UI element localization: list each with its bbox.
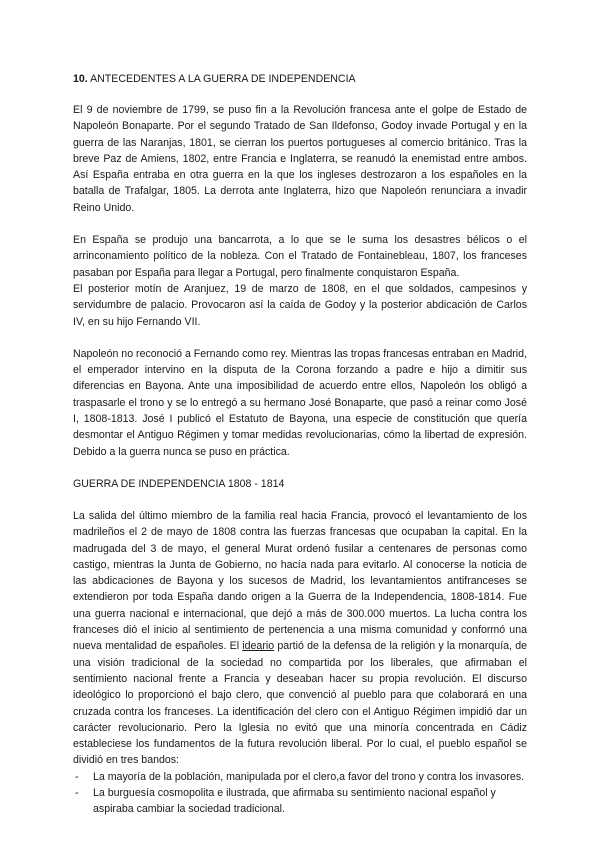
document-body [73, 71, 527, 818]
list-dash: - [75, 770, 79, 783]
section-heading-antecedentes [73, 71, 527, 87]
list-item-text: La mayoría de la población, manipulada por el clero,a favor del trono y contra los invasores. [93, 770, 525, 783]
paragraph-spacer [73, 216, 527, 232]
list-dash: - [75, 786, 79, 799]
paragraph-motin-aranjuez: El posterior motín de Aranjuez, 19 de marzo de 1808, en el que soldados, campesinos y servidumbre de palacio. Provocaron así la caída de Godoy y la posterior abdicación de Carlos IV, en su hijo Fernando VII. [73, 282, 527, 328]
list-item [73, 769, 527, 785]
paragraph-spacer [73, 460, 527, 476]
paragraph-text-before: La salida del último miembro de la familia real hacia Francia, provocó el levantamiento de los madrileños el 2 de mayo de 1808 contra las fuerzas francesas que ocupaban la capital. En la madrugada del 3 de mayo, el general Murat ordenó fusilar a centenares de personas como castigo, mientras la Junta de Gobierno, no hacía nada para evitarlo. Al conocerse la noticia de las abdicaciones de Bayona y los sucesos de Madrid, los levantamientos antifranceses se extendieron por toda España dando origen a la Guerra de la Independencia, 1808-1814. Fue una guerra nacional e internacional, que dejó a más de 300.000 muertos. La lucha contra los franceses dió el inicio al sentimiento de pertenencia a una misma comunidad y conformó una nueva mentalidad de españoles. El [73, 509, 527, 653]
paragraph-text-after: partió de la defensa de la religión y la monarquía, de una visión tradicional de la sociedad no compartida por los liberales, que afirmaban el sentimiento nacional frente a Francia y deseaban hacer su propia revolución. El discurso ideológico lo proporcionó el bajo clero, que convenció al pueblo para que colaborará en una cruzada contra los franceses. La identificación del clero con el Antiguo Régimen impidió dar un carácter revolucionario. Pero la Iglesia no evitó que una minoría concentrada en Cádiz estableciese los fundamentos de la futura revolución liberal. Por lo cual, el pueblo español se dividió en tres bandos: [73, 640, 527, 767]
section-heading-guerra: GUERRA DE INDEPENDENCIA 1808 - 1814 [73, 477, 285, 490]
list-item-text: La burguesía cosmopolita e ilustrada, que afirmaba su sentimiento nacional español y aspiraba cambiar la sociedad tradicional. [93, 786, 496, 816]
paragraph-spacer [73, 330, 527, 346]
paragraph-bayona: Napoleón no reconoció a Fernando como rey. Mientras las tropas francesas entraban en Madrid, el emperador intervino en la disputa de la Corona forzando a padre e hijo a dimitir sus diferencias en Bayona. Ante una imposibilidad de acuerdo entre ellos, Napoleón los obligó a traspasarle el trono y se lo entregó a su hermano José Bonaparte, que pasó a reinar como José I, 1808-1813. José I publicó el Estatuto de Bayona, una especie de constitución que quería desmontar el Antiguo Régimen y tomar medidas revolucionarias, cómo la libertad de expresión. Debido a la guerra nunca se puso en práctica. [73, 347, 527, 458]
paragraph-napoleon-context: El 9 de noviembre de 1799, se puso fin a la Revolución francesa ante el golpe de Estado de Napoleón Bonaparte. Por el segundo Tratado de San Ildefonso, Godoy invade Portugal y en la guerra de las Naranjas, 1801, se cierran los puertos portugueses al comercio británico. Tras la breve Paz de Amiens, 1802, entre Francia e Inglaterra, se reanudó la enemistad entre ambos. Así España entraba en otra guerra en la que los ingleses destrozaron a los españoles en la batalla de Trafalgar, 1805. La derrota ante Inglaterra, hizo que Napoleón renunciara a invadir Reino Unido. [73, 104, 527, 214]
underlined-word-ideario: ideario [242, 640, 275, 653]
section-title: ANTECEDENTES A LA GUERRA DE INDEPENDENCIA [87, 73, 356, 85]
list-item [73, 785, 527, 818]
paragraph-bancarrota: En España se produjo una bancarrota, a lo que se le suma los desastres bélicos o el arrinconamiento político de la nobleza. Con el Tratado de Fontainebleau, 1807, los franceses pasaban por España para llegar a Portugal, pero finalmente conquistaron España. [73, 234, 527, 279]
section-number: 10. [73, 73, 88, 85]
paragraph-guerra-independencia [73, 508, 527, 769]
bandos-list [73, 769, 527, 818]
